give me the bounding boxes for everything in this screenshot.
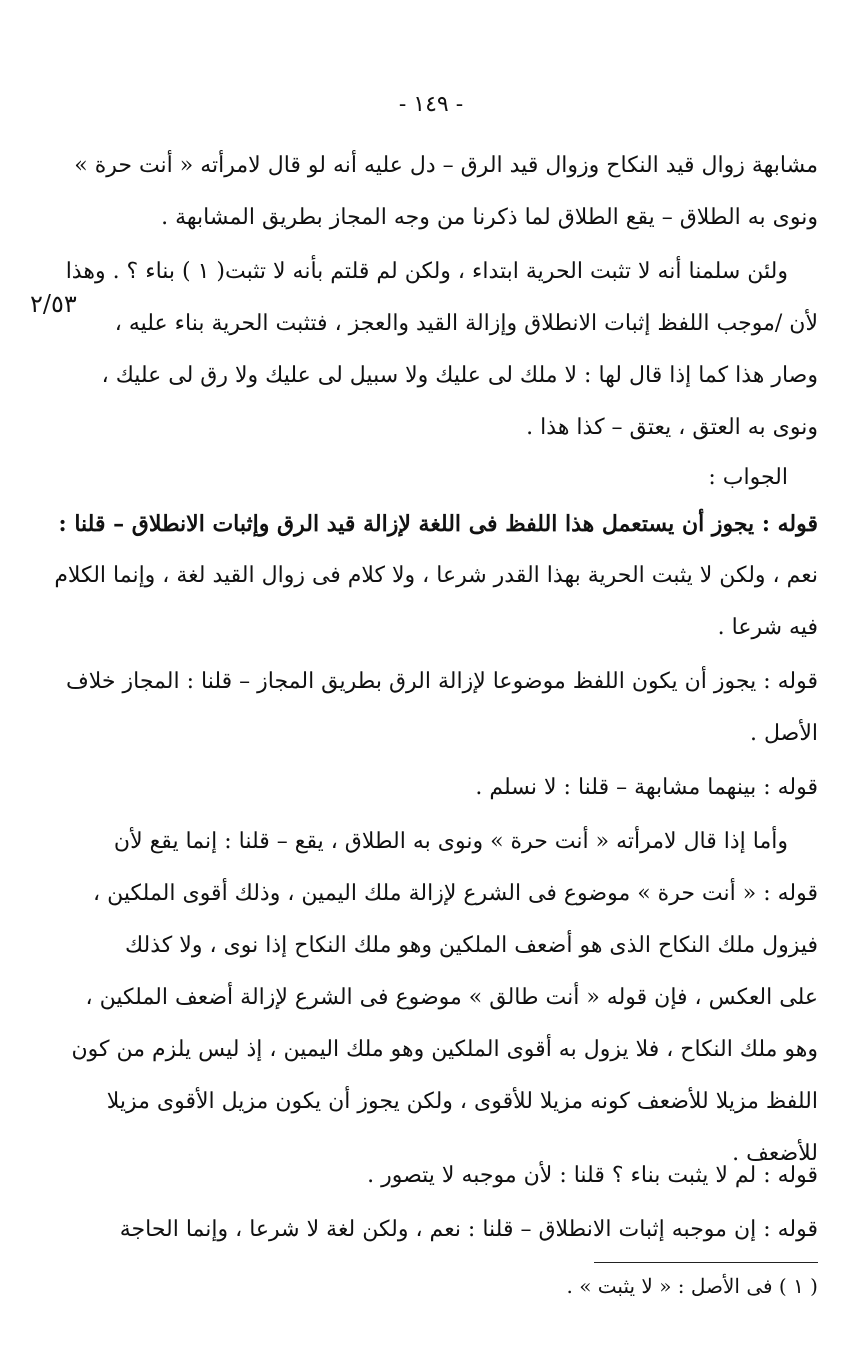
text-line: قوله : إن موجبه إثبات الانطلاق – قلنا : نعم ، ولكن لغة لا شرعا ، وإنما الحاجة (119, 1217, 818, 1242)
text-line: قوله : « أنت حرة » موضوع فى الشرع لإزالة ملك اليمين ، وذلك أقوى الملكين ، (93, 881, 818, 906)
text-line: ونوى به الطلاق – يقع الطلاق لما ذكرنا من وجه المجاز بطريق المشابهة . (161, 205, 818, 230)
text-line: على العكس ، فإن قوله « أنت طالق » موضوع فى الشرع لإزالة أضعف الملكين ، (85, 985, 818, 1010)
text-line: نعم ، ولكن لا يثبت الحرية بهذا القدر شرعا ، ولا كلام فى زوال القيد لغة ، وإنما الكلام (54, 563, 818, 588)
text-line: ونوى به العتق ، يعتق – كذا هذا . (526, 415, 818, 440)
paragraph-p8 (104, 1150, 818, 1202)
text-line: اللفظ مزيلا للأضعف كونه مزيلا للأقوى ، ولكن يجوز أن يكون مزيل الأقوى مزيلا (106, 1089, 818, 1114)
text-line: فيزول ملك النكاح الذى هو أضعف الملكين وهو ملك النكاح إذا نوى ، ولا كذلك (125, 933, 818, 958)
paragraph-p3 (104, 452, 818, 504)
footnote: ( ١ ) فى الأصل : « لا يثبت » . (566, 1274, 818, 1298)
text-line: قوله : يجوز أن يكون اللفظ موضوعا لإزالة الرق بطريق المجاز – قلنا : المجاز خلاف (66, 669, 818, 694)
paragraph-p4 (54, 498, 818, 654)
paragraph-p1 (74, 140, 818, 244)
text-line: قوله : يجوز أن يستعمل هذا اللفظ فى اللغة لإزالة قيد الرق وإثبات الانطلاق – قلنا : (58, 511, 818, 537)
text-line: فيه شرعا . (717, 615, 818, 640)
text-line: ولئن سلمنا أنه لا تثبت الحرية ابتداء ، ولكن لم قلتم بأنه لا تثبت( ١ ) بناء ؟ . وهذا (65, 259, 788, 284)
text-line: الأصل . (750, 721, 818, 746)
margin-reference: ٢/٥٣ (30, 290, 77, 318)
text-line: وأما إذا قال لامرأته « أنت حرة » ونوى به الطلاق ، يقع – قلنا : إنما يقع لأن (113, 829, 788, 854)
page-number: - ١٤٩ - (398, 92, 464, 117)
text-line: وهو ملك النكاح ، فلا يزول به أقوى الملكين وهو ملك اليمين ، إذ ليس يلزم من كون (71, 1037, 818, 1062)
paragraph-p5 (66, 656, 818, 760)
text-line: قوله : لم لا يثبت بناء ؟ قلنا : لأن موجبه لا يتصور . (367, 1163, 818, 1188)
paragraph-p7 (71, 816, 818, 1180)
text-line: قوله : بينهما مشابهة – قلنا : لا نسلم . (475, 775, 818, 800)
text-line: الجواب : (708, 465, 788, 490)
text-line: وصار هذا كما إذا قال لها : لا ملك لى عليك ولا سبيل لى عليك ولا رق لى عليك ، (101, 363, 818, 388)
paragraph-p2 (65, 246, 818, 454)
paragraph-p9 (104, 1204, 818, 1256)
paragraph-p6 (104, 762, 818, 814)
text-line: مشابهة زوال قيد النكاح وزوال قيد الرق – دل عليه أنه لو قال لامرأته « أنت حرة » (74, 153, 818, 178)
footnote-divider (594, 1262, 818, 1263)
text-line: لأن /موجب اللفظ إثبات الانطلاق وإزالة القيد والعجز ، فتثبت الحرية بناء عليه ، (114, 311, 818, 336)
text-line: للأضعف . (732, 1141, 818, 1166)
